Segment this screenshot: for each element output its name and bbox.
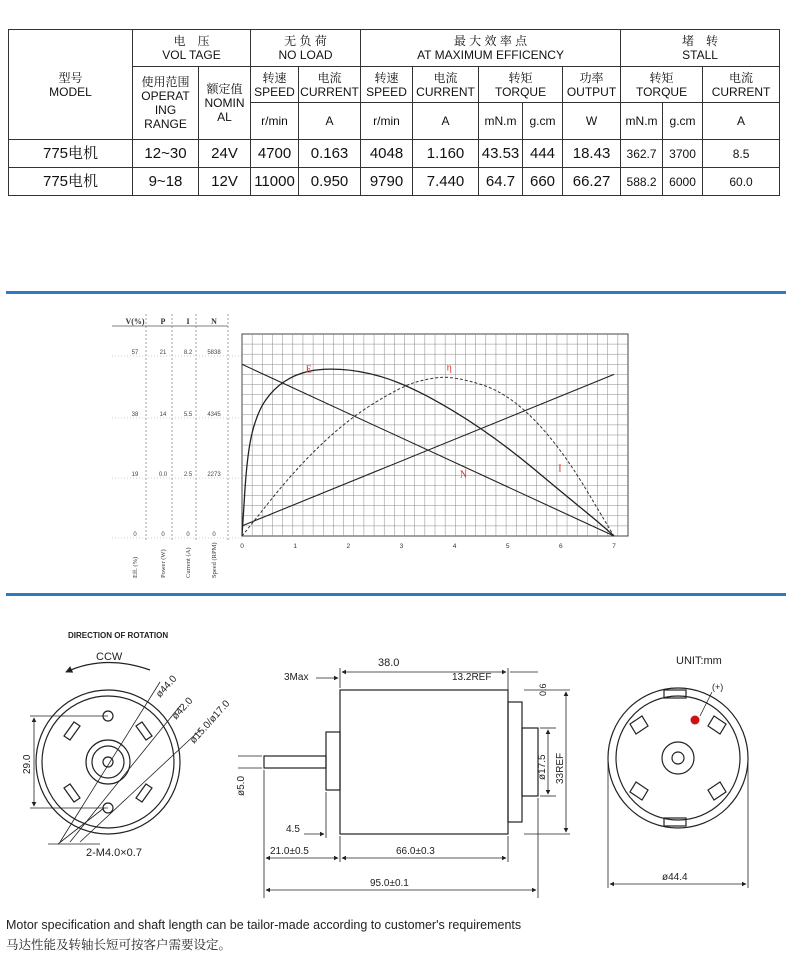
scale-column-header: I (186, 317, 190, 326)
plus-label: (+) (712, 682, 724, 692)
rear-shaft (672, 752, 684, 764)
scale-axis-label: Eff. (%) (132, 556, 139, 578)
scale-value: 57 (131, 350, 139, 356)
unit-cell: r/min (361, 103, 413, 140)
x-tick-label: 2 (346, 543, 351, 550)
front-view (22, 631, 233, 859)
dim-95: 95.0±0.1 (370, 878, 409, 889)
st-current-cell: 8.5 (703, 140, 780, 168)
unit-cell: g.cm (523, 103, 563, 140)
rotation-arrow (66, 662, 150, 672)
st-current-header: 电流 CURRENT (703, 67, 780, 103)
vent-slot (708, 782, 726, 800)
x-tick-label: 3 (399, 543, 404, 550)
vent-slot (630, 716, 648, 734)
shaft (264, 756, 326, 768)
me-output-header: 功率 OUTPUT (563, 67, 621, 103)
me-output-cell: 66.27 (563, 168, 621, 196)
dim-29: 29.0 (22, 754, 33, 774)
dim-42: ø42.0 (170, 695, 196, 723)
st-torque-mnm-cell: 588.2 (621, 168, 663, 196)
vent-slot (64, 722, 80, 740)
speed-line-label: N (459, 469, 468, 481)
leader-line (80, 730, 200, 842)
performance-chart (112, 312, 642, 584)
ccw-label: CCW (96, 651, 123, 663)
scale-value: 2.5 (183, 472, 193, 478)
vent-slot (136, 784, 152, 802)
efficiency-curve-label: E (305, 364, 312, 376)
st-torque-mnm-cell: 362.7 (621, 140, 663, 168)
dim-21: 21.0±0.5 (270, 846, 309, 857)
spec-table (8, 29, 780, 196)
me-output-cell: 18.43 (563, 140, 621, 168)
dim-3max: 3Max (284, 672, 309, 683)
stall-header: 堵 转 STALL (621, 30, 780, 67)
dim-44-4: ø44.4 (662, 872, 688, 883)
me-current-cell: 1.160 (413, 140, 479, 168)
x-tick-label: 0 (240, 543, 244, 550)
unit-cell: mN.m (479, 103, 523, 140)
unit-cell: W (563, 103, 621, 140)
scale-value: 0.0 (158, 472, 168, 478)
x-tick-label: 7 (612, 543, 616, 550)
rear-boss (662, 742, 694, 774)
scale-value: 21 (159, 350, 167, 356)
no-load-header: 无 负 荷 NO LOAD (251, 30, 361, 67)
st-torque-header: 转矩 TORQUE (621, 67, 703, 103)
scale-column-header: P (160, 317, 166, 326)
boss-inner (92, 746, 124, 778)
x-tick-label: 6 (559, 543, 563, 550)
st-torque-gcm-cell: 6000 (663, 168, 703, 196)
side-view (236, 657, 570, 898)
unit-cell: A (413, 103, 479, 140)
vent-slot (708, 716, 726, 734)
scale-value: 5.5 (183, 412, 193, 418)
dim-0-6: 0.6 (538, 683, 548, 696)
scale-value: 0 (186, 532, 190, 538)
me-speed-header: 转速 SPEED (361, 67, 413, 103)
operating-range-header: 使用范围 OPERAT ING RANGE (133, 67, 199, 140)
end-cap (508, 702, 522, 822)
nl-current-header: 电流 CURRENT (299, 67, 361, 103)
range-cell: 9~18 (133, 168, 199, 196)
rear-bearing (522, 728, 538, 796)
scale-column-header: V(%) (125, 317, 145, 326)
vent-slot (64, 784, 80, 802)
current-line-label: I (558, 463, 562, 475)
nominal-cell: 12V (199, 168, 251, 196)
vent-slot (630, 782, 648, 800)
model-header: 型号 MODEL (9, 30, 133, 140)
nl-speed-header: 转速 SPEED (251, 67, 299, 103)
footnote-en: Motor specification and shaft length can be tailor-made according to customer's requirements (6, 918, 522, 932)
x-tick-label: 5 (505, 543, 510, 550)
motor-drawing (0, 612, 790, 912)
table-row (9, 140, 780, 168)
scale-axis-label: Current (A) (185, 547, 192, 578)
nl-current-cell: 0.950 (299, 168, 361, 196)
dim-13-2: 13.2REF (452, 672, 492, 683)
power-curve-label: η (446, 362, 452, 374)
front-boss (326, 732, 340, 790)
scale-value: 0 (161, 532, 165, 538)
max-efficiency-header: 最 大 效 率 点 AT MAXIMUM EFFICENCY (361, 30, 621, 67)
dim-4-5: 4.5 (286, 824, 300, 835)
scale-axis-label: Power (W) (160, 549, 167, 578)
model-cell: 775电机 (9, 140, 133, 168)
dim-5: ø5.0 (236, 775, 247, 796)
unit-cell: g.cm (663, 103, 703, 140)
positive-terminal-marker (691, 716, 700, 725)
dim-33ref: 33REF (555, 752, 566, 784)
x-tick-label: 4 (452, 543, 457, 550)
scale-value: 4345 (207, 412, 221, 418)
nl-speed-cell: 11000 (251, 168, 299, 196)
dim-38: 38.0 (378, 657, 400, 669)
rotation-label: DIRECTION OF ROTATION (68, 631, 169, 640)
unit-cell: A (703, 103, 780, 140)
scale-value: 0 (212, 532, 216, 538)
me-current-header: 电流 CURRENT (413, 67, 479, 103)
scale-value: 8.2 (183, 350, 193, 356)
divider (6, 291, 786, 294)
nominal-header: 额定值 NOMIN AL (199, 67, 251, 140)
nl-current-cell: 0.163 (299, 140, 361, 168)
dim-thread: 2-M4.0×0.7 (86, 847, 142, 859)
scale-value: 38 (131, 412, 139, 418)
me-torque-gcm-cell: 444 (523, 140, 563, 168)
dim-15-17: ø15.0/ø17.0 (188, 698, 233, 747)
scale-value: 19 (131, 472, 139, 478)
st-current-cell: 60.0 (703, 168, 780, 196)
scale-value: 2273 (207, 472, 221, 478)
me-current-cell: 7.440 (413, 168, 479, 196)
me-torque-header: 转矩 TORQUE (479, 67, 563, 103)
leader-line (60, 682, 160, 842)
scale-value: 5838 (207, 350, 221, 356)
divider (6, 593, 786, 596)
scale-value: 0 (133, 532, 137, 538)
unit-cell: A (299, 103, 361, 140)
me-speed-cell: 9790 (361, 168, 413, 196)
table-row (9, 168, 780, 196)
me-torque-mnm-cell: 64.7 (479, 168, 523, 196)
scale-column-header: N (211, 317, 217, 326)
unit-cell: mN.m (621, 103, 663, 140)
voltage-header: 电 压 VOL TAGE (133, 30, 251, 67)
x-tick-label: 1 (293, 543, 297, 550)
vent-slot (136, 722, 152, 740)
scale-value: 14 (159, 412, 167, 418)
unit-label: UNIT:mm (676, 655, 722, 667)
rear-view (608, 655, 748, 888)
motor-outline-rear (608, 688, 748, 828)
nominal-cell: 24V (199, 140, 251, 168)
me-torque-gcm-cell: 660 (523, 168, 563, 196)
motor-body (340, 690, 508, 834)
model-cell: 775电机 (9, 168, 133, 196)
unit-cell: r/min (251, 103, 299, 140)
me-torque-mnm-cell: 43.53 (479, 140, 523, 168)
footnote-cn: 马达性能及转轴长短可按客户需要设定。 (6, 938, 232, 952)
nl-speed-cell: 4700 (251, 140, 299, 168)
range-cell: 12~30 (133, 140, 199, 168)
dim-44: ø44.0 (154, 673, 180, 701)
dim-66: 66.0±0.3 (396, 846, 435, 857)
me-speed-cell: 4048 (361, 140, 413, 168)
dim-17-5: ø17.5 (537, 754, 548, 780)
st-torque-gcm-cell: 3700 (663, 140, 703, 168)
scale-axis-label: Speed (RPM) (211, 542, 218, 578)
rear-inner-ring (616, 696, 740, 820)
